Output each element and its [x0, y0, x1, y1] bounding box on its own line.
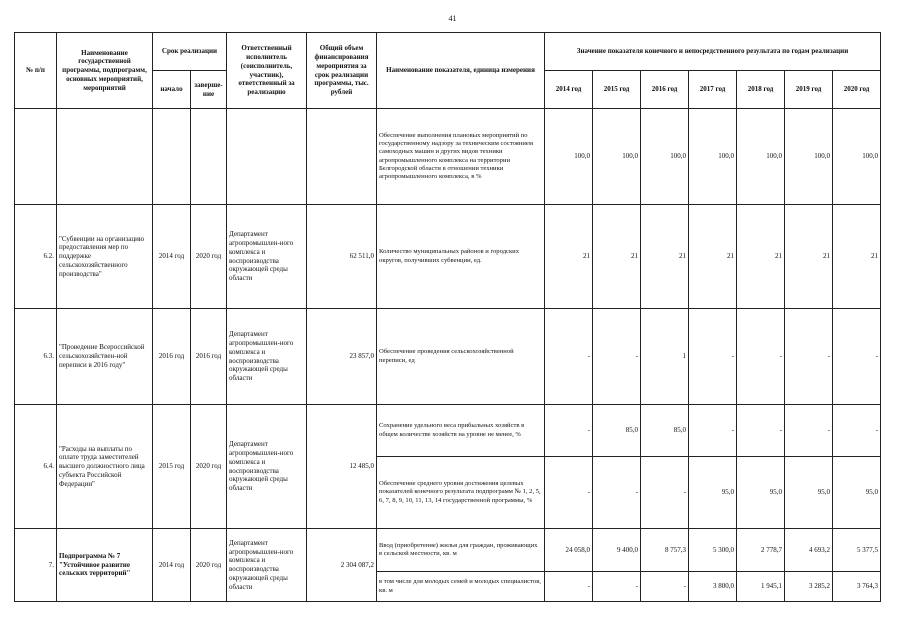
row-value: -	[689, 309, 737, 405]
row-value: 85,0	[593, 405, 641, 457]
row-indicator: Сохранение удельного веса прибыльных хозяйств в общем количестве хозяйств на уровне не менее, %	[377, 405, 545, 457]
row-value: 24 058,0	[545, 529, 593, 572]
row-value: 8 757,3	[641, 529, 689, 572]
row-value: -	[833, 309, 881, 405]
col-funding-header: Общий объем финансирования мероприятия за срок реализации программы, тыс. рублей	[307, 33, 377, 109]
row-value: -	[737, 309, 785, 405]
row-value: 5 377,5	[833, 529, 881, 572]
row-value: -	[689, 405, 737, 457]
row-start: 2015 год	[153, 405, 191, 529]
col-values-group-header: Значение показателя конечного и непосредственного результата по годам реализации	[545, 33, 881, 71]
row-value: -	[545, 572, 593, 602]
row-value: 9 400,0	[593, 529, 641, 572]
row-value: 21	[593, 205, 641, 309]
col-start-header: начало	[153, 71, 191, 109]
row-name: Подпрограмма № 7 "Устойчивое развитие сельских территорий"	[57, 529, 153, 602]
row-name	[57, 109, 153, 205]
row-start	[153, 109, 191, 205]
row-funding: 12 485,0	[307, 405, 377, 529]
row-executor: Департамент агропромышлен-ного комплекса и воспроизводства окружающей среды области	[227, 405, 307, 529]
col-year-header: 2014 год	[545, 71, 593, 109]
row-value: 100,0	[785, 109, 833, 205]
row-value: 1 945,1	[737, 572, 785, 602]
row-value: 100,0	[689, 109, 737, 205]
row-executor	[227, 109, 307, 205]
row-executor: Департамент агропромышлен-ного комплекса и воспроизводства окружающей среды области	[227, 309, 307, 405]
page-number: 41	[448, 14, 457, 23]
row-indicator: Количество муниципальных районов и городских округов, получивших субвенции, ед.	[377, 205, 545, 309]
row-num: 6.4.	[15, 405, 57, 529]
col-indicator-header: Наименование показателя, единица измерения	[377, 33, 545, 109]
row-funding: 23 857,0	[307, 309, 377, 405]
row-end: 2020 год	[191, 405, 227, 529]
row-indicator: в том числе для молодых семей и молодых специалистов, кв. м	[377, 572, 545, 602]
col-year-header: 2017 год	[689, 71, 737, 109]
row-value: 95,0	[689, 457, 737, 529]
row-num: 7.	[15, 529, 57, 602]
row-funding	[307, 109, 377, 205]
row-value: 4 693,2	[785, 529, 833, 572]
row-value: 3 285,2	[785, 572, 833, 602]
row-start: 2014 год	[153, 205, 191, 309]
row-funding: 2 304 087,2	[307, 529, 377, 602]
row-value: 100,0	[545, 109, 593, 205]
row-value: 5 300,0	[689, 529, 737, 572]
row-value: 95,0	[737, 457, 785, 529]
col-year-header: 2020 год	[833, 71, 881, 109]
row-value: 21	[545, 205, 593, 309]
row-value: -	[641, 457, 689, 529]
header-row-top	[15, 33, 881, 71]
indicator-table	[14, 32, 881, 602]
row-name: "Расходы на выплаты по оплате труда заместителей высшего должностного лица субъекта Российской Федерации"	[57, 405, 153, 529]
table-row	[15, 309, 881, 405]
row-value: -	[785, 405, 833, 457]
row-indicator: Обеспечение проведения сельскохозяйственной переписи, ед	[377, 309, 545, 405]
row-value: -	[785, 309, 833, 405]
row-value: -	[833, 405, 881, 457]
table-row	[15, 109, 881, 205]
row-value: -	[545, 405, 593, 457]
row-indicator: Обеспечение среднего уровня достижения целевых показателей конечного результата подпрограмм № 1, 2, 5, 6, 7, 8, 9, 10, 11, 13, 14 государственной программы, %	[377, 457, 545, 529]
row-value: 21	[737, 205, 785, 309]
row-value: 21	[785, 205, 833, 309]
table-row	[15, 405, 881, 457]
row-name: "Проведение Всероссийской сельскохозяйствен-ной переписи в 2016 году"	[57, 309, 153, 405]
row-num: 6.3.	[15, 309, 57, 405]
row-value: -	[545, 457, 593, 529]
row-start: 2016 год	[153, 309, 191, 405]
row-end: 2020 год	[191, 205, 227, 309]
row-value: 21	[689, 205, 737, 309]
row-end: 2016 год	[191, 309, 227, 405]
row-indicator: Обеспечение выполнения плановых мероприятий по государственному надзору за техническим состоянием самоходных машин и других видов техники агропромышленного комплекса на территории Белгородской области в отношении техники агропромышленного комплекса, в %	[377, 109, 545, 205]
row-executor: Департамент агропромышлен-ного комплекса и воспроизводства окружающей среды области	[227, 205, 307, 309]
table-row	[15, 205, 881, 309]
row-value: 95,0	[785, 457, 833, 529]
row-value: -	[641, 572, 689, 602]
row-value: 95,0	[833, 457, 881, 529]
row-value: -	[593, 572, 641, 602]
row-value: -	[593, 457, 641, 529]
table-row	[15, 529, 881, 572]
row-value: 1	[641, 309, 689, 405]
row-value: 3 800,0	[689, 572, 737, 602]
row-start: 2014 год	[153, 529, 191, 602]
row-value: 2 778,7	[737, 529, 785, 572]
row-value: 100,0	[593, 109, 641, 205]
col-year-header: 2015 год	[593, 71, 641, 109]
col-period-header: Срок реализации	[153, 33, 227, 71]
row-value: 100,0	[737, 109, 785, 205]
col-num-header: № п/п	[15, 33, 57, 109]
row-value: 21	[641, 205, 689, 309]
col-executor-header: Ответственный исполнитель (соисполнитель, участник), ответственный за реализацию	[227, 33, 307, 109]
row-num	[15, 109, 57, 205]
col-year-header: 2019 год	[785, 71, 833, 109]
row-executor: Департамент агропромышлен-ного комплекса и воспроизводства окружающей среды области	[227, 529, 307, 602]
col-year-header: 2016 год	[641, 71, 689, 109]
row-indicator: Ввод (приобретение) жилья для граждан, проживающих в сельской местности, кв. м	[377, 529, 545, 572]
row-num: 6.2.	[15, 205, 57, 309]
row-value: 3 764,3	[833, 572, 881, 602]
col-year-header: 2018 год	[737, 71, 785, 109]
row-value: 100,0	[833, 109, 881, 205]
col-end-header: заверше-ние	[191, 71, 227, 109]
row-end	[191, 109, 227, 205]
row-funding: 62 511,0	[307, 205, 377, 309]
row-name: "Субвенции на организацию предоставления мер по поддержке сельскохозяйственного производства"	[57, 205, 153, 309]
row-value: -	[593, 309, 641, 405]
row-value: -	[545, 309, 593, 405]
row-end: 2020 год	[191, 529, 227, 602]
row-value: 100,0	[641, 109, 689, 205]
row-value: 21	[833, 205, 881, 309]
row-value: -	[737, 405, 785, 457]
row-value: 85,0	[641, 405, 689, 457]
col-name-header: Наименование государственной программы, подпрограмм, основных мероприятий, мероприятий	[57, 33, 153, 109]
